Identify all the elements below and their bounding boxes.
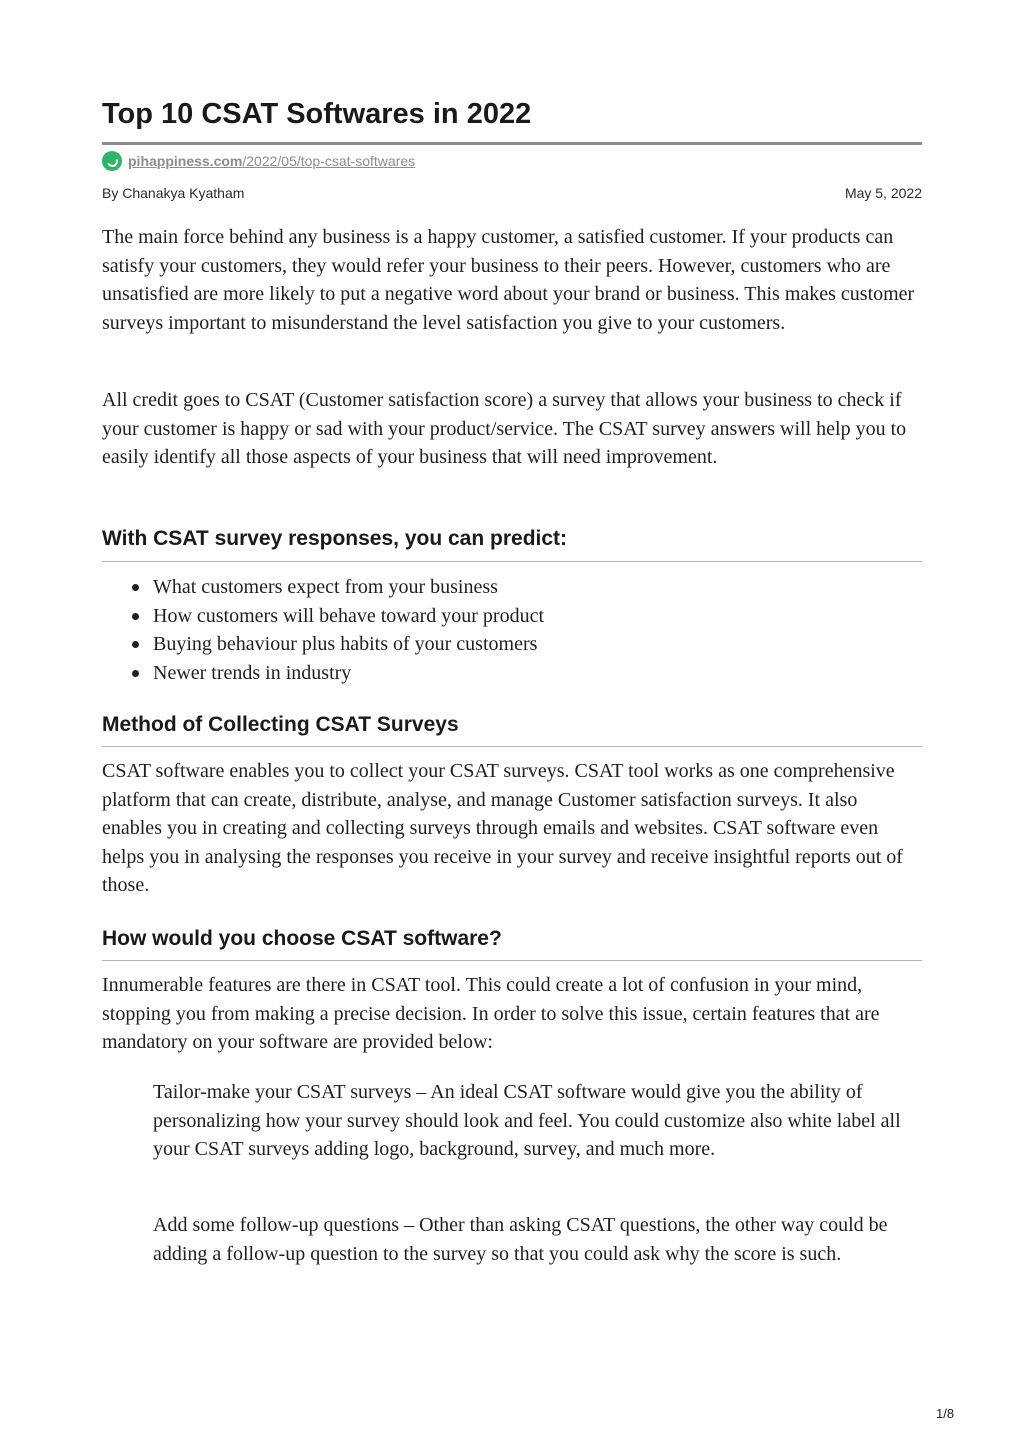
list-item: How customers will behave toward your product bbox=[102, 602, 922, 631]
feature-follow-up: Add some follow-up questions – Other than asking CSAT questions, the other way could be adding a follow-up question to the survey so that you could ask why the score is such. bbox=[153, 1214, 888, 1265]
choose-paragraph: Innumerable features are there in CSAT tool. This could create a lot of confusion in your mind, stopping you from making a precise decision. In order to solve this issue, certain features that are mandatory on your software are provided below: bbox=[102, 974, 880, 1053]
heading-method: Method of Collecting CSAT Surveys bbox=[102, 713, 459, 736]
intro-paragraph-1: The main force behind any business is a happy customer, a satisfied customer. If your products can satisfy your customers, they would refer your business to their peers. However, customers who are unsatisfied are more likely to put a negative word about your brand or business. This makes customer surveys important to misunderstand the level satisfaction you give to your customers. bbox=[102, 226, 915, 334]
heading-predict-divider bbox=[102, 561, 922, 562]
intro-paragraph-2: All credit goes to CSAT (Customer satisfaction score) a survey that allows your business to check if your customer is happy or sad with your product/service. The CSAT survey answers will help you to easily identify all those aspects of your business that will need improvement. bbox=[102, 389, 907, 468]
heading-choose-divider bbox=[102, 960, 922, 961]
list-item: Newer trends in industry bbox=[102, 659, 922, 688]
list-item: What customers expect from your business bbox=[102, 573, 922, 602]
source-domain[interactable]: pihappiness.com bbox=[128, 153, 243, 169]
heading-choose: How would you choose CSAT software? bbox=[102, 927, 502, 950]
page-number: 1/8 bbox=[936, 1406, 955, 1421]
source-path[interactable]: /2022/05/top-csat-softwares bbox=[242, 153, 416, 169]
publish-date: May 5, 2022 bbox=[844, 185, 922, 201]
list-item: Buying behaviour plus habits of your customers bbox=[102, 630, 922, 659]
title-divider bbox=[102, 142, 922, 145]
predict-list bbox=[102, 573, 922, 687]
author: By Chanakya Kyatham bbox=[102, 185, 245, 201]
pihappiness-logo-icon bbox=[102, 151, 122, 171]
heading-predict: With CSAT survey responses, you can predict: bbox=[102, 527, 568, 550]
page-title: Top 10 CSAT Softwares in 2022 bbox=[102, 98, 532, 130]
heading-method-divider bbox=[102, 746, 922, 747]
feature-tailor-make: Tailor-make your CSAT surveys – An ideal CSAT software would give you the ability of personalizing how your survey should look and feel. You could customize also white label all your CSAT surveys adding logo, background, survey, and much more. bbox=[153, 1081, 901, 1160]
source-link[interactable] bbox=[102, 151, 415, 171]
method-paragraph: CSAT software enables you to collect your CSAT surveys. CSAT tool works as one comprehensive platform that can create, distribute, analyse, and manage Customer satisfaction surveys. It also enables you in creating and collecting surveys through emails and websites. CSAT software even helps you in analysing the responses you receive in your survey and receive insightful reports out of those. bbox=[102, 760, 903, 896]
byline bbox=[102, 185, 922, 203]
